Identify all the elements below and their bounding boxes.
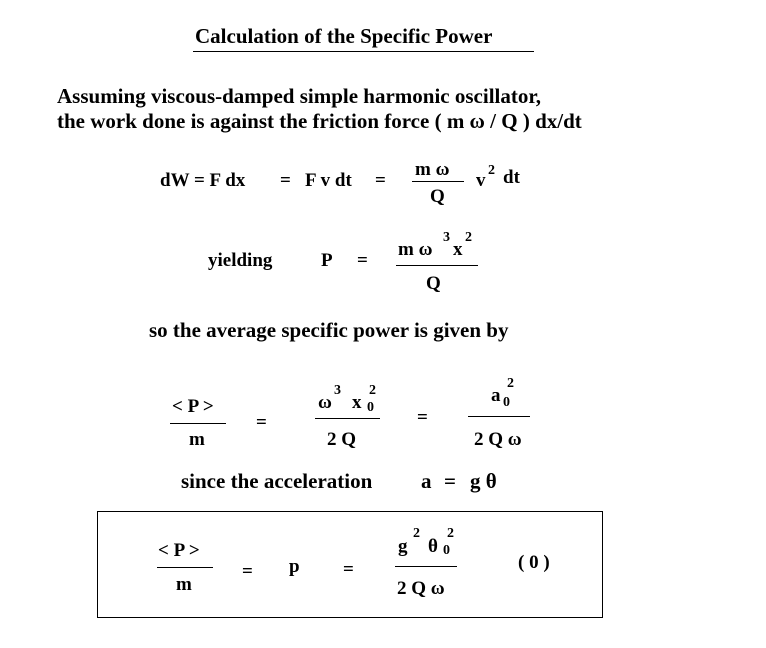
eq3-rhs-a-subscript: 0	[503, 395, 510, 410]
eq1-lhs: dW = F dx	[160, 170, 246, 191]
eq3-mid-denominator: 2 Q	[327, 429, 357, 450]
boxed-theta-subscript: 0	[443, 543, 450, 558]
boxed-num-theta: θ	[428, 536, 438, 557]
eq3-lhs-numerator: < P >	[172, 396, 214, 417]
eq2-fraction-bar	[396, 265, 478, 266]
since-a: a	[421, 469, 432, 493]
eq1-numerator: m ω	[415, 159, 450, 180]
eq3-mid-omega-exponent: 3	[334, 383, 341, 398]
eq3-lhs-fraction-bar	[170, 423, 226, 424]
eq3-equals-b: =	[417, 407, 428, 428]
boxed-p: p	[289, 556, 300, 577]
explanation-sentence: so the average specific power is given by	[149, 318, 509, 342]
eq3-rhs-fraction-bar	[468, 416, 530, 417]
boxed-g-superscript: 2	[413, 526, 420, 541]
eq1-denominator: Q	[430, 186, 445, 207]
eq3-rhs-a-superscript: 2	[507, 376, 514, 391]
since-text: since the acceleration	[181, 469, 373, 493]
boxed-lhs-fraction-bar	[157, 567, 213, 568]
eq1-v: v	[476, 170, 486, 191]
eq3-rhs-denominator: 2 Q ω	[474, 429, 522, 450]
boxed-equals-a: =	[242, 561, 253, 582]
eq1-mid: F v dt	[305, 170, 352, 191]
eq1-fraction-bar	[412, 181, 464, 182]
eq3-mid-fraction-bar	[315, 418, 380, 419]
boxed-lhs-denominator: m	[176, 574, 192, 595]
eq3-mid-x-subscript: 0	[367, 400, 374, 415]
eq1-v-exponent: 2	[488, 163, 495, 178]
boxed-theta-superscript: 2	[447, 526, 454, 541]
title-underline	[193, 51, 534, 52]
eq3-equals-a: =	[256, 412, 267, 433]
boxed-denominator: 2 Q ω	[397, 578, 445, 599]
page-title: Calculation of the Specific Power	[195, 24, 493, 48]
eq2-equals: =	[357, 250, 368, 271]
boxed-fraction-bar	[395, 566, 457, 567]
eq3-mid-x: x	[352, 392, 362, 413]
eq1-equals-b: =	[375, 170, 386, 191]
eq2-omega-exponent: 3	[443, 230, 450, 245]
eq2-numerator-m-omega: m ω	[398, 239, 433, 260]
intro-line-2: the work done is against the friction force ( m ω / Q ) dx/dt	[57, 109, 582, 133]
eq1-equals-a: =	[280, 170, 291, 191]
eq1-dt: dt	[503, 167, 520, 188]
since-equals: =	[444, 469, 456, 493]
eq2-lhs: P	[321, 250, 333, 271]
boxed-lhs-numerator: < P >	[158, 540, 200, 561]
eq3-rhs-a: a	[491, 385, 501, 406]
boxed-equals-b: =	[343, 559, 354, 580]
since-rhs: g θ	[470, 469, 497, 493]
eq2-x-exponent: 2	[465, 230, 472, 245]
eq2-denominator: Q	[426, 273, 441, 294]
eq2-word: yielding	[208, 250, 273, 271]
eq3-mid-x-superscript: 2	[369, 383, 376, 398]
eq3-lhs-denominator: m	[189, 429, 205, 450]
eq2-numerator-x: x	[453, 239, 463, 260]
equation-number-label: ( 0 )	[518, 552, 550, 573]
boxed-num-g: g	[398, 536, 408, 557]
intro-line-1: Assuming viscous-damped simple harmonic oscillator,	[57, 84, 542, 108]
eq3-mid-omega: ω	[318, 392, 332, 413]
